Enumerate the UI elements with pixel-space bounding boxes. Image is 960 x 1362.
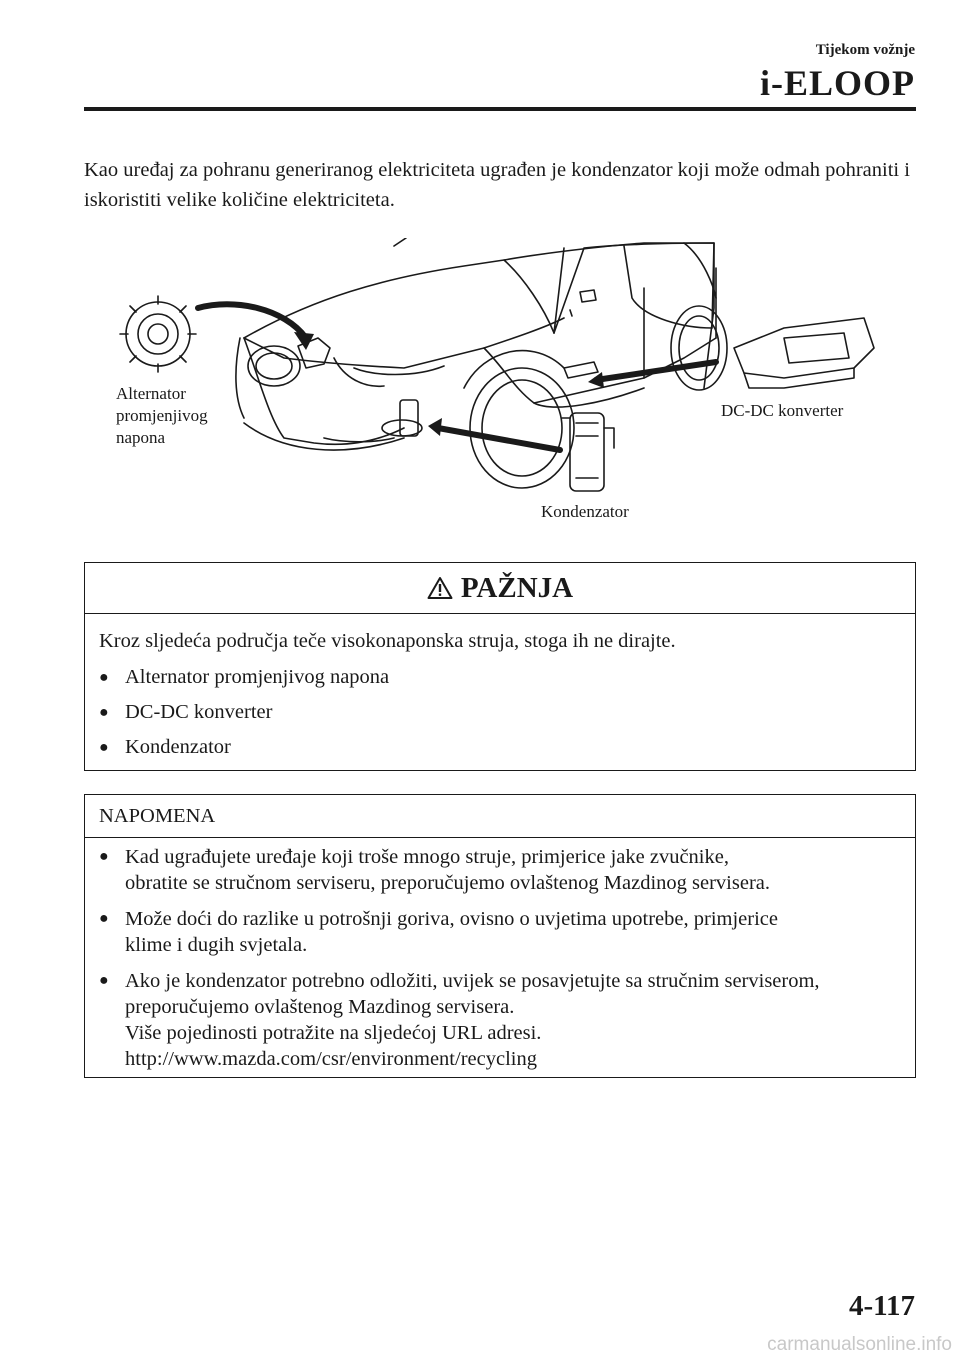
note-item-line: preporučujemo ovlaštenog Mazdinog servisera. bbox=[125, 996, 515, 1018]
car-diagram bbox=[84, 238, 916, 538]
caution-text: Kroz sljedeća područja teče visokonaponska struja, stoga ih ne dirajte. bbox=[99, 630, 676, 652]
label-capacitor: Kondenzator bbox=[541, 502, 629, 521]
bullet-icon: ● bbox=[99, 910, 109, 927]
note-item-line: Ako je kondenzator potrebno odložiti, uvijek se posavjetujte sa stručnim serviserom, bbox=[125, 970, 820, 992]
label-dcdc: DC-DC konverter bbox=[721, 401, 844, 420]
note-item bbox=[99, 844, 915, 896]
section-title: Tijekom vožnje bbox=[815, 42, 915, 58]
note-item-line: obratite se stručnom serviseru, preporučujemo ovlaštenog Mazdinog servisera. bbox=[125, 872, 770, 894]
header-rule bbox=[84, 107, 916, 111]
caution-item bbox=[99, 664, 915, 691]
note-header bbox=[85, 795, 915, 838]
caution-item-text: Kondenzator bbox=[125, 736, 231, 758]
car-illustration bbox=[84, 238, 916, 538]
recycling-url[interactable]: http://www.mazda.com/csr/environment/recycling bbox=[125, 1048, 537, 1070]
caution-item-text: Alternator promjenjivog napona bbox=[125, 666, 390, 688]
caution-item-text: DC-DC konverter bbox=[125, 701, 273, 723]
bullet-icon: ● bbox=[99, 848, 109, 865]
note-item-line: Može doći do razlike u potrošnji goriva, ovisno o uvjetima upotrebe, primjerice bbox=[125, 908, 778, 930]
bullet-icon: ● bbox=[99, 704, 109, 721]
note-item-line: klime i dugih svjetala. bbox=[125, 934, 308, 956]
note-item bbox=[99, 968, 915, 1072]
caution-item bbox=[99, 734, 915, 761]
page-number: 4-117 bbox=[848, 1290, 915, 1322]
note-body bbox=[85, 838, 915, 1072]
warning-triangle-icon bbox=[427, 576, 453, 600]
label-alternator-line3: napona bbox=[116, 428, 166, 447]
label-alternator bbox=[116, 383, 208, 449]
bullet-icon: ● bbox=[99, 669, 109, 686]
note-item bbox=[99, 906, 915, 958]
note-box bbox=[84, 794, 916, 1078]
caution-item bbox=[99, 699, 915, 726]
caution-header bbox=[85, 563, 915, 614]
intro-paragraph: Kao uređaj za pohranu generiranog elektriciteta ugrađen je kondenzator koji može odmah pohraniti i iskoristiti velike količine elektriciteta. bbox=[84, 159, 910, 211]
watermark: carmanualsonline.info bbox=[767, 1334, 952, 1355]
bullet-icon: ● bbox=[99, 739, 109, 756]
bullet-icon: ● bbox=[99, 972, 109, 989]
caution-title: PAŽNJA bbox=[460, 571, 574, 604]
note-item-line: Kad ugrađujete uređaje koji troše mnogo struje, primjerice jake zvučnike, bbox=[125, 846, 729, 868]
note-item-line: Više pojedinosti potražite na sljedećoj URL adresi. bbox=[125, 1022, 542, 1044]
caution-box bbox=[84, 562, 916, 771]
caution-body bbox=[85, 614, 915, 761]
page-title: i-ELOOP bbox=[759, 63, 915, 103]
label-alternator-line1: Alternator bbox=[116, 384, 186, 403]
note-title: NAPOMENA bbox=[99, 804, 216, 827]
label-alternator-line2: promjenjivog bbox=[116, 406, 208, 425]
